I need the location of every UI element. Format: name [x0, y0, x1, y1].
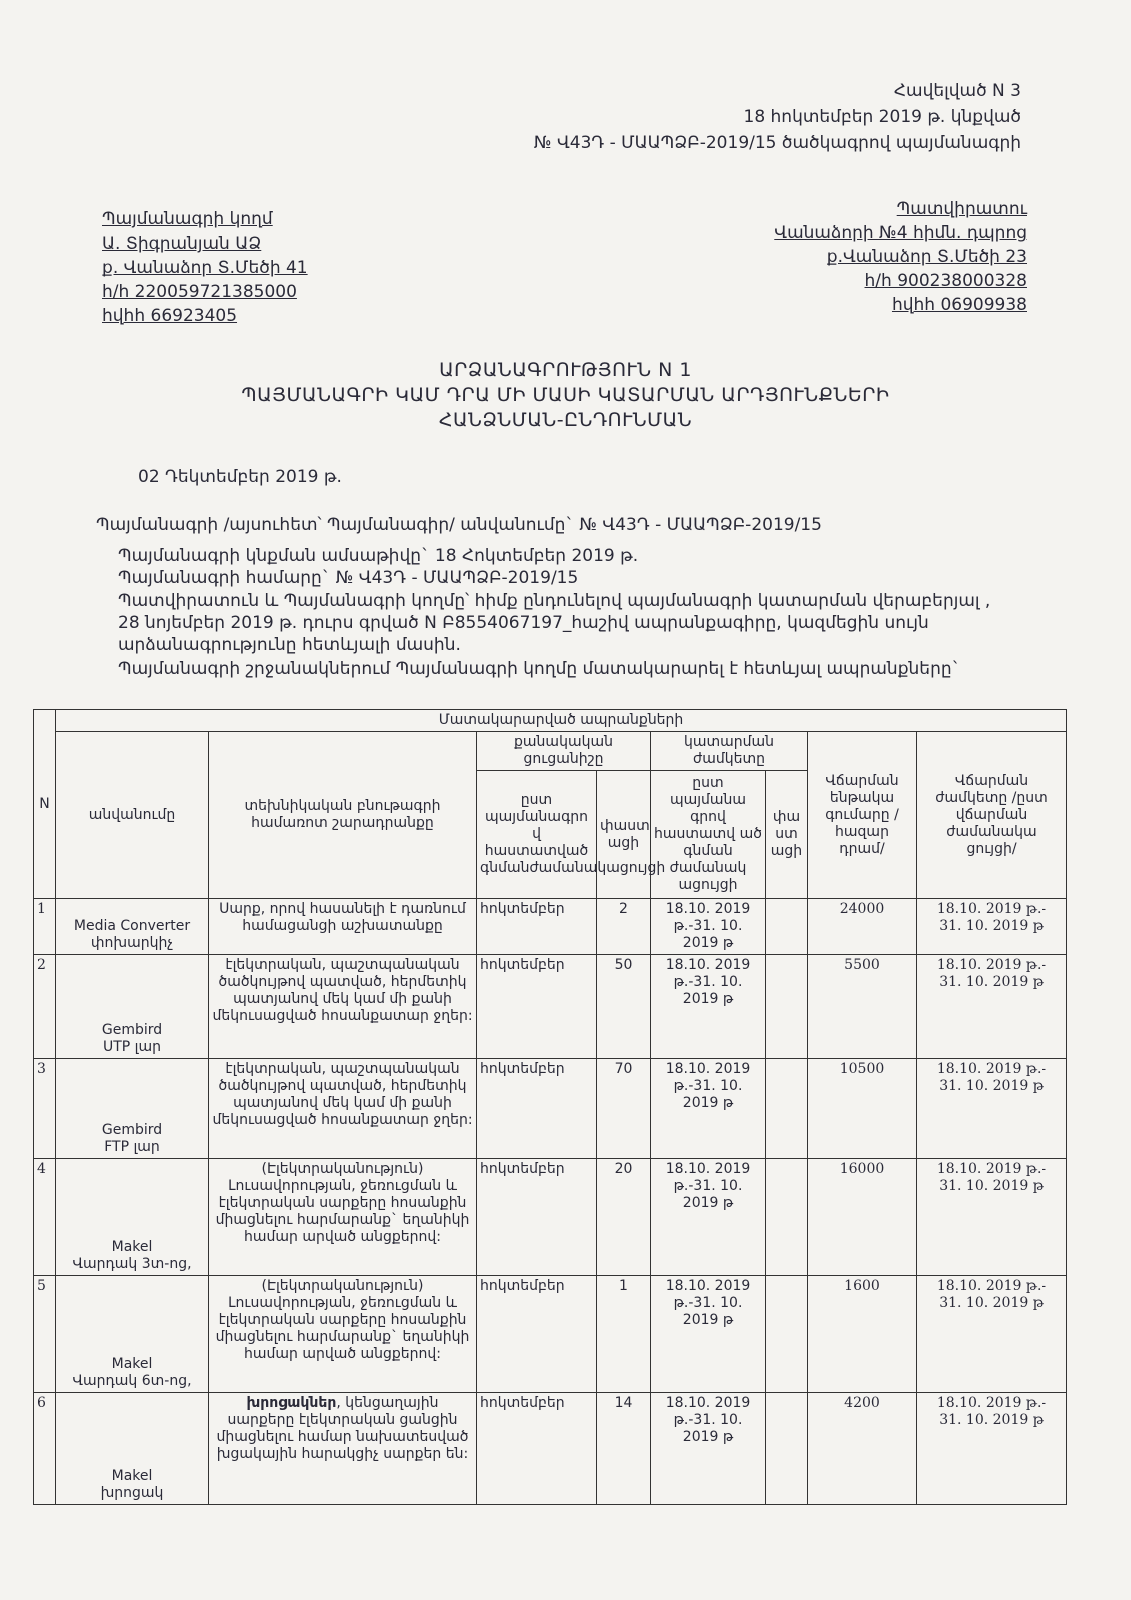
pay-line-2: 31. 10. 2019 թ	[939, 1295, 1044, 1311]
pay-line-1: 18.10. 2019 թ.-	[936, 957, 1047, 973]
term-line-3: 2019 թ	[682, 935, 734, 951]
row-number: 5	[34, 1276, 56, 1393]
term-line-1: 18.10. 2019	[665, 957, 751, 973]
customer-address: ք.Վանաձոր Տ.Մեծի 23	[826, 247, 1027, 267]
contract-number: Պայմանագրի համարը` № Վ43Դ - ՄԱԱՊՁԲ-2019/15	[118, 568, 579, 588]
item-name	[56, 955, 209, 1059]
item-month: հոկտեմբեր	[477, 1393, 597, 1505]
table-row	[34, 1059, 1067, 1159]
term-line-2: թ.-31. 10.	[673, 974, 743, 990]
item-paydate	[917, 955, 1067, 1059]
table-row	[34, 955, 1067, 1059]
item-name-line-1: Media Converter	[73, 918, 191, 934]
col-group-header: Մատակարարված ապրանքների	[56, 710, 1067, 732]
item-name	[56, 1276, 209, 1393]
item-amount: 24000	[808, 899, 917, 955]
item-month: հոկտեմբեր	[477, 955, 597, 1059]
item-term-actual	[766, 955, 808, 1059]
term-line-2: թ.-31. 10.	[673, 1412, 743, 1428]
item-name-line-2: Վարդակ 6տ-ոց,	[72, 1373, 192, 1389]
pay-line-2: 31. 10. 2019 թ	[939, 1178, 1044, 1194]
protocol-date: 02 Դեկտեմբեր 2019 թ.	[138, 467, 342, 487]
contractor-heading: Պայմանագրի կողմ	[102, 209, 273, 229]
row-number: 2	[34, 955, 56, 1059]
body-text-3: արձանագրությունը հետևյալի մասին.	[118, 635, 461, 655]
body-text-1: Պատվիրատուն և Պայմանագրի կողմը՝ հիմք ընդունելով պայմանագրի կատարման վերաբերյալ ,	[118, 591, 991, 611]
item-term	[651, 899, 766, 955]
col-paydate-header: Վճարման ժամկետը /ըստ վճարման ժամանակա ցույցի/	[917, 732, 1067, 899]
item-qty: 70	[597, 1059, 651, 1159]
row-number: 4	[34, 1159, 56, 1276]
item-amount: 1600	[808, 1276, 917, 1393]
table-row	[34, 1276, 1067, 1393]
item-name-line-1: Gembird	[101, 1022, 163, 1038]
item-amount: 5500	[808, 955, 917, 1059]
customer-name: Վանաձորի №4 հիմն. դպրոց	[774, 223, 1027, 243]
item-spec: Սարք, որով հասանելի է դառնում համացանցի աշխատանքը	[209, 899, 477, 955]
item-paydate	[917, 1059, 1067, 1159]
item-term-actual	[766, 1393, 808, 1505]
item-qty: 50	[597, 955, 651, 1059]
col-term-actual-header: փա ստ ացի	[766, 771, 808, 899]
item-name-line-2: Վարդակ 3տ-ոց,	[72, 1256, 192, 1272]
item-qty: 20	[597, 1159, 651, 1276]
item-term	[651, 1393, 766, 1505]
pay-line-2: 31. 10. 2019 թ	[939, 918, 1044, 934]
term-line-3: 2019 թ	[682, 991, 734, 1007]
appendix-line-2: 18 հոկտեմբեր 2019 թ. կնքված	[743, 107, 1021, 127]
term-line-1: 18.10. 2019	[665, 1278, 751, 1294]
col-name-header: անվանումը	[56, 732, 209, 899]
pay-line-1: 18.10. 2019 թ.-	[936, 1161, 1047, 1177]
item-term	[651, 1159, 766, 1276]
col-spec-header: տեխնիկական բնութագրի համառոտ շարադրանքը	[209, 732, 477, 899]
item-spec-bold: խրոցակներ	[246, 1395, 337, 1411]
item-name-line-2: UTP լար	[102, 1039, 161, 1055]
item-spec	[209, 1393, 477, 1505]
pay-line-1: 18.10. 2019 թ.-	[936, 1061, 1047, 1077]
contractor-address: ք. Վանաձոր Տ.Մեծի 41	[102, 258, 308, 278]
table-row	[34, 1159, 1067, 1276]
term-line-2: թ.-31. 10.	[673, 1078, 743, 1094]
item-month: հոկտեմբեր	[477, 1159, 597, 1276]
item-amount: 4200	[808, 1393, 917, 1505]
item-month: հոկտեմբեր	[477, 1059, 597, 1159]
row-number: 3	[34, 1059, 56, 1159]
pay-line-2: 31. 10. 2019 թ	[939, 1078, 1044, 1094]
item-name-line-2: փոխարկիչ	[90, 935, 174, 951]
pay-line-2: 31. 10. 2019 թ	[939, 1412, 1044, 1428]
term-line-1: 18.10. 2019	[665, 1395, 751, 1411]
item-amount: 16000	[808, 1159, 917, 1276]
term-line-2: թ.-31. 10.	[673, 1178, 743, 1194]
col-term-group-header: կատարման ժամկետը	[651, 732, 808, 771]
term-line-3: 2019 թ	[682, 1312, 734, 1328]
term-line-2: թ.-31. 10.	[673, 918, 743, 934]
title-line-1: ԱՐՁԱՆԱԳՐՈՒԹՅՈՒՆ N 1	[439, 359, 692, 381]
term-line-1: 18.10. 2019	[665, 1061, 751, 1077]
title-line-3: ՀԱՆՁՆՄԱՆ-ԸՆԴՈՒՆՄԱՆ	[438, 409, 693, 431]
item-term-actual	[766, 1159, 808, 1276]
customer-heading: Պատվիրատու	[896, 199, 1027, 219]
contract-signed-date: Պայմանագրի կնքման ամսաթիվը` 18 Հոկտեմբեր 2019 թ.	[118, 546, 639, 566]
item-qty: 14	[597, 1393, 651, 1505]
item-qty: 2	[597, 899, 651, 955]
contractor-name: Ա. Տիգրանյան ԱՁ	[102, 234, 262, 254]
item-name-line-2: խրոցակ	[100, 1485, 164, 1501]
item-name	[56, 899, 209, 955]
item-spec-rest: , կենցաղային սարքերը էլեկտրական ցանցին միացնելու համար նախատեսված խցակային հարակցիչ սարքեր են:	[216, 1395, 469, 1462]
col-qty-group-header: քանակական ցուցանիշը	[477, 732, 651, 771]
term-line-3: 2019 թ	[682, 1429, 734, 1445]
body-text-2: 28 նոյեմբեր 2019 թ. դուրս գրված N Բ8554067197_հաշիվ ապրանքագիրը, կազմեցին սույն	[118, 613, 929, 633]
contractor-tax: hվhh 66923405	[102, 306, 238, 326]
item-amount: 10500	[808, 1059, 917, 1159]
appendix-line-3: № Վ43Դ - ՄԱԱՊՁԲ-2019/15 ծածկագրով պայմանագրի	[533, 133, 1021, 153]
row-number: 1	[34, 899, 56, 955]
item-name-line-1: Makel	[111, 1356, 153, 1372]
item-name-line-1: Gembird	[101, 1122, 163, 1138]
item-month: հոկտեմբեր	[477, 899, 597, 955]
appendix-line-1: Հավելված N 3	[893, 81, 1021, 101]
item-name	[56, 1393, 209, 1505]
customer-account: h/h 900238000328	[864, 271, 1027, 291]
customer-tax: hվhh 06909938	[891, 295, 1027, 315]
item-spec: էլեկտրական, պաշտպանական ծածկույթով պատված, հերմետիկ պատյանով մեկ կամ մի քանի մեկուսացված հոսանքատար ջղեր:	[209, 955, 477, 1059]
item-qty: 1	[597, 1276, 651, 1393]
term-line-1: 18.10. 2019	[665, 901, 751, 917]
item-term	[651, 955, 766, 1059]
item-term-actual	[766, 899, 808, 955]
pay-line-1: 18.10. 2019 թ.-	[936, 1395, 1047, 1411]
table-row	[34, 899, 1067, 955]
item-paydate	[917, 1159, 1067, 1276]
term-line-3: 2019 թ	[682, 1195, 734, 1211]
item-name-line-1: Makel	[111, 1239, 153, 1255]
item-term-actual	[766, 1059, 808, 1159]
col-term-contract-header: ըստ պայմանա գրով հաստատվ ած գնման ժամանակ ացույցի	[651, 771, 766, 899]
item-spec: էլեկտրական, պաշտպանական ծածկույթով պատված, հերմետիկ պատյանով մեկ կամ մի քանի մեկուսացված հոսանքատար ջղեր:	[209, 1059, 477, 1159]
body-text-4: Պայմանագրի շրջանակներում Պայմանագրի կողմը մատակարարել է հետևյալ ապրանքները`	[118, 659, 961, 679]
contract-subject: Պայմանագրի /այսուհետ՝ Պայմանագիր/ անվանումը` № Վ43Դ - ՄԱԱՊՁԲ-2019/15	[96, 515, 822, 535]
term-line-2: թ.-31. 10.	[673, 1295, 743, 1311]
col-qty-contract-header: ըստ պայմանագրո վ հաստատված գնմանժամանակացույցի	[477, 771, 597, 899]
goods-table	[33, 709, 1067, 1505]
item-term	[651, 1059, 766, 1159]
item-name-line-1: Makel	[111, 1468, 153, 1484]
table-header-row-1	[34, 710, 1067, 732]
item-term-actual	[766, 1276, 808, 1393]
title-line-2: ՊԱՅՄԱՆԱԳՐԻ ԿԱՄ ԴՐԱ ՄԻ ՄԱՍԻ ԿԱՏԱՐՄԱՆ ԱՐԴՅՈՒՆՔՆԵՐԻ	[241, 384, 890, 406]
item-paydate	[917, 1276, 1067, 1393]
item-spec: (Էլեկտրականություն) Լուսավորության, ջեռուցման և էլեկտրական սարքերը հոսանքին միացնելու հարմարանք` եղանիկի համար արված անցքերով:	[209, 1159, 477, 1276]
item-month: հոկտեմբեր	[477, 1276, 597, 1393]
term-line-1: 18.10. 2019	[665, 1161, 751, 1177]
item-name	[56, 1059, 209, 1159]
table-header-row-2	[34, 732, 1067, 771]
contractor-account: h/h 220059721385000	[102, 282, 297, 302]
term-line-3: 2019 թ	[682, 1095, 734, 1111]
item-spec: (Էլեկտրականություն) Լուսավորության, ջեռուցման և էլեկտրական սարքերը հոսանքին միացնելու հարմարանք` եղանիկի համար արված անցքերով:	[209, 1276, 477, 1393]
item-name-line-2: FTP լար	[104, 1139, 160, 1155]
col-qty-actual-header: փաստ ացի	[597, 771, 651, 899]
col-n-header: N	[34, 710, 56, 899]
item-name	[56, 1159, 209, 1276]
pay-line-1: 18.10. 2019 թ.-	[936, 1278, 1047, 1294]
table-row	[34, 1393, 1067, 1505]
item-paydate	[917, 899, 1067, 955]
pay-line-2: 31. 10. 2019 թ	[939, 974, 1044, 990]
row-number: 6	[34, 1393, 56, 1505]
item-paydate	[917, 1393, 1067, 1505]
col-amount-header: Վճարման ենթակա գումարը /հազար դրամ/	[808, 732, 917, 899]
pay-line-1: 18.10. 2019 թ.-	[936, 901, 1047, 917]
item-term	[651, 1276, 766, 1393]
